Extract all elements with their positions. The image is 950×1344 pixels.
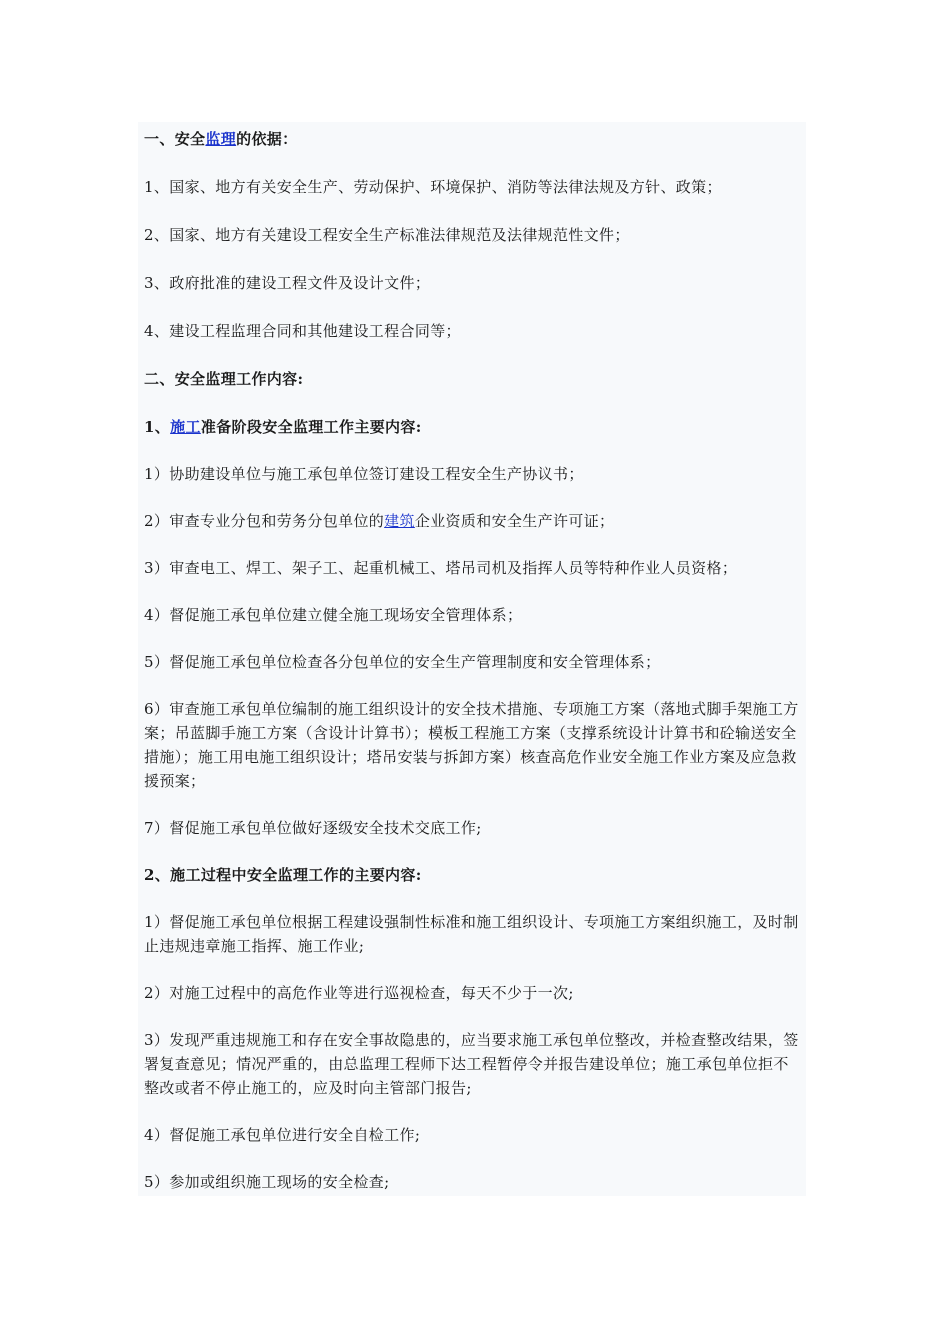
paragraph-text: 2）审查专业分包和劳务分包单位的 bbox=[144, 512, 385, 530]
paragraph-text: 企业资质和安全生产许可证； bbox=[414, 512, 615, 530]
paragraph bbox=[144, 1123, 800, 1147]
paragraph bbox=[144, 1028, 800, 1100]
document-body bbox=[138, 122, 806, 1196]
paragraph-text: 4）督促施工承包单位建立健全施工现场安全管理体系； bbox=[144, 606, 523, 624]
heading-safety-basis bbox=[144, 127, 800, 151]
paragraph bbox=[144, 697, 800, 793]
paragraph-text: 2、国家、地方有关建设工程安全生产标准法律规范及法律规范性文件； bbox=[144, 226, 630, 244]
paragraph-text: 3、政府批准的建设工程文件及设计文件； bbox=[144, 274, 431, 292]
paragraph-text: 4）督促施工承包单位进行安全自检工作; bbox=[144, 1126, 421, 1144]
paragraph bbox=[144, 462, 800, 486]
subheading-preparation-stage bbox=[144, 415, 800, 439]
paragraph bbox=[144, 650, 800, 674]
link-construction[interactable]: 施工 bbox=[170, 418, 201, 436]
paragraph bbox=[144, 603, 800, 627]
heading-work-content bbox=[144, 367, 800, 391]
paragraph-text: 4、建设工程监理合同和其他建设工程合同等； bbox=[144, 322, 461, 340]
link-supervision[interactable]: 监理 bbox=[205, 130, 237, 148]
paragraph-text: 1、国家、地方有关安全生产、劳动保护、环境保护、消防等法律法规及方针、政策； bbox=[144, 178, 722, 196]
heading-text: 二、安全监理工作内容: bbox=[144, 370, 304, 388]
paragraph bbox=[144, 319, 800, 343]
paragraph bbox=[144, 1170, 800, 1194]
paragraph-text: 2）对施工过程中的高危作业等进行巡视检查，每天不少于一次; bbox=[144, 984, 574, 1002]
paragraph-text: 5）督促施工承包单位检查各分包单位的安全生产管理制度和安全管理体系； bbox=[144, 653, 661, 671]
paragraph-text: 7）督促施工承包单位做好逐级安全技术交底工作; bbox=[144, 819, 482, 837]
paragraph-text: 5）参加或组织施工现场的安全检查; bbox=[144, 1173, 390, 1191]
paragraph-text: 1）协助建设单位与施工承包单位签订建设工程安全生产协议书； bbox=[144, 465, 584, 483]
paragraph bbox=[144, 271, 800, 295]
paragraph-text: 1）督促施工承包单位根据工程建设强制性标准和施工组织设计、专项施工方案组织施工，及时制止违规违章施工指挥、施工作业; bbox=[144, 913, 799, 955]
heading-text: 准备阶段安全监理工作主要内容: bbox=[200, 418, 422, 436]
paragraph-text: 6）审查施工承包单位编制的施工组织设计的安全技术措施、专项施工方案（落地式脚手架施工方案；吊蓝脚手施工方案（含设计计算书）；模板工程施工方案（支撑系统设计计算书和砼输送安全措施）；施工用电施工组织设计；塔吊安装与拆卸方案）核查高危作业安全施工作业方案及应急救援预案； bbox=[144, 700, 799, 790]
paragraph bbox=[144, 175, 800, 199]
link-building[interactable]: 建筑 bbox=[384, 512, 415, 530]
paragraph bbox=[144, 816, 800, 840]
subheading-construction-process bbox=[144, 863, 800, 887]
paragraph bbox=[144, 556, 800, 580]
paragraph bbox=[144, 223, 800, 247]
paragraph bbox=[144, 910, 800, 958]
heading-text: 一、安全 bbox=[144, 130, 206, 148]
paragraph bbox=[144, 981, 800, 1005]
paragraph bbox=[144, 509, 800, 533]
paragraph-text: 3）审查电工、焊工、架子工、起重机械工、塔吊司机及指挥人员等特种作业人员资格； bbox=[144, 559, 738, 577]
heading-text: 的依据： bbox=[236, 130, 298, 148]
heading-text: 1、 bbox=[144, 418, 171, 436]
paragraph-text: 3）发现严重违规施工和存在安全事故隐患的，应当要求施工承包单位整改，并检查整改结果，签署复查意见；情况严重的，由总监理工程师下达工程暂停令并报告建设单位；施工承包单位拒不整改或者不停止施工的，应及时向主管部门报告; bbox=[144, 1031, 799, 1097]
heading-text: 2、施工过程中安全监理工作的主要内容: bbox=[144, 866, 422, 884]
